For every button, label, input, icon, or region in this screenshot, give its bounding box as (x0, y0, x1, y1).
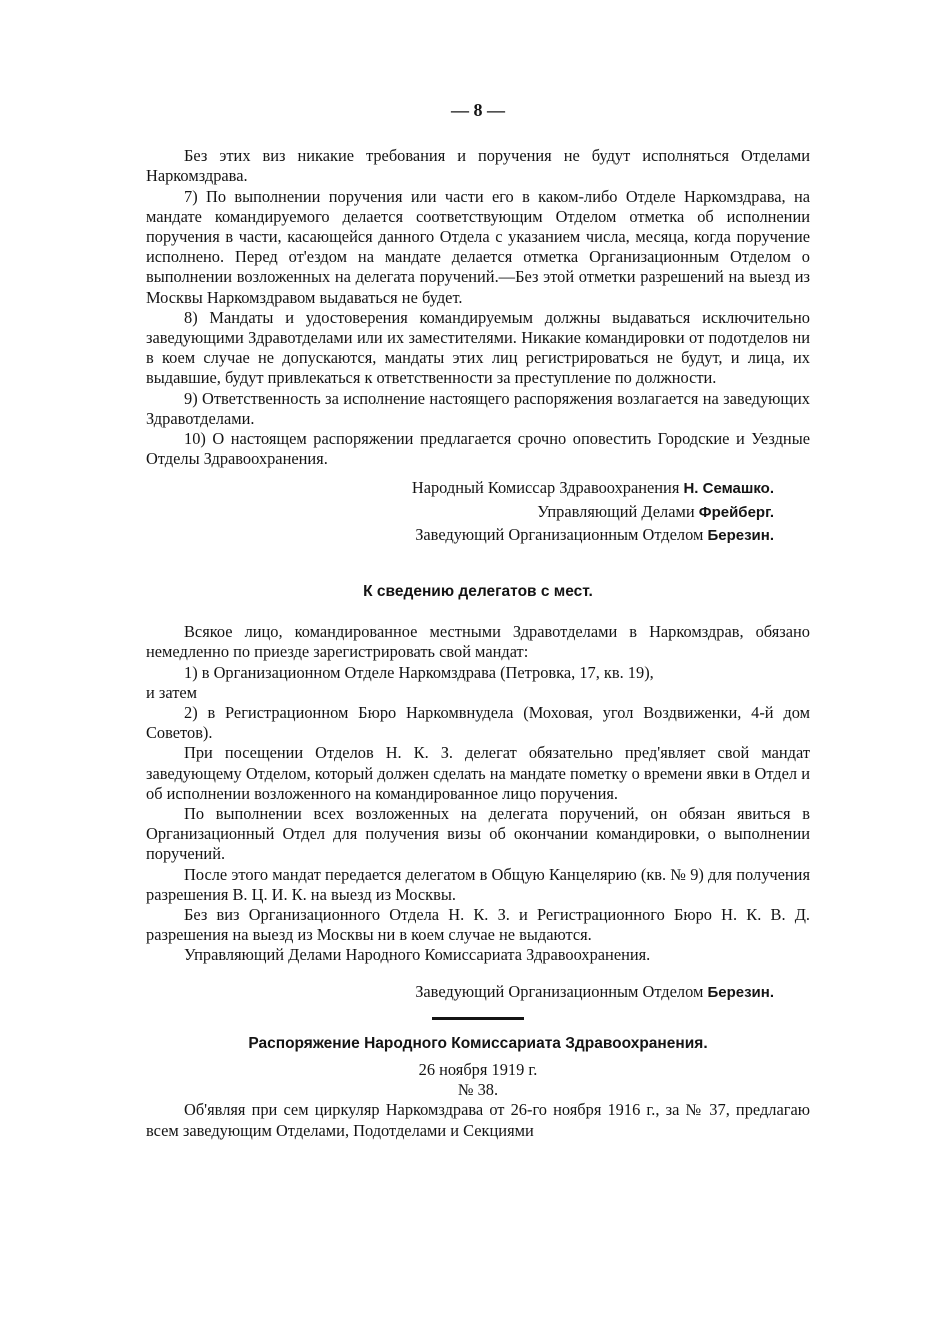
divider (432, 1017, 524, 1020)
signature-line: Заведующий Организационным Отделом Березин. (415, 981, 774, 1001)
paragraph-intro: Без этих виз никакие требования и поручения не будут исполняться Отделами Наркомздрава. (146, 146, 810, 186)
document-page (146, 100, 810, 1141)
order-date: 26 ноября 1919 г. (418, 1060, 538, 1080)
page-number: — 8 — (451, 100, 505, 120)
paragraph-delegates-3: При посещении Отделов Н. К. З. делегат обязательно пред'являет свой мандат заведующему Отделом, который должен сделать на мандате пометку о времени явки в Отдел и об исполнении возложенного на командированное лицо поручения. (146, 743, 810, 803)
paragraph-10: 10) О настоящем распоряжении предлагается срочно оповестить Городские и Уездные Отделы Здравоохранения. (146, 429, 810, 469)
signature-line: Заведующий Организационным Отделом Березин. (415, 525, 774, 545)
paragraph-8: 8) Мандаты и удостоверения командируемым должны выдаваться исключительно заведующими Здравотделами или их заместителями. Никакие командировки от подотделов ни в коем случае не допускаются, мандаты этих лиц регистрироваться не будут, и лица, их выдавшие, будут привлекаться к ответственности за преступление по должности. (146, 307, 810, 388)
section-heading-delegates: К сведению делегатов с мест. (363, 582, 593, 600)
paragraph-delegates-1b: и затем (146, 682, 198, 702)
order-number: № 38. (457, 1080, 499, 1100)
paragraph-order-1: Об'являя при сем циркуляр Наркомздрава от 26-го ноября 1916 г., за № 37, предлагаю всем заведующим Отделами, Подотделами и Секциями (146, 1100, 810, 1140)
signature-line: Управляющий Делами Фрейберг. (537, 501, 774, 521)
paragraph-delegates-5: После этого мандат передается делегатом в Общую Канцелярию (кв. № 9) для получения разрешения В. Ц. И. К. на выезд из Москвы. (146, 864, 810, 904)
paragraph-delegates-4: По выполнении всех возложенных на делегата поручений, он обязан явиться в Организационный Отдел для получения визы об окончании командировки, о выполнении поручений. (146, 803, 810, 864)
paragraph-delegates-1a: 1) в Организационном Отделе Наркомздрава (Петровка, 17, кв. 19), (184, 662, 654, 682)
signature-block (146, 477, 810, 548)
paragraph-delegates-6: Без виз Организационного Отдела Н. К. З. и Регистрационного Бюро Н. К. В. Д. разрешения на выезд из Москвы ни в коем случае не выдаются. (146, 905, 810, 945)
paragraph-delegates-7: Управляющий Делами Народного Комиссариата Здравоохранения. (184, 945, 651, 965)
signature-line: Народный Комиссар Здравоохранения Н. Семашко. (411, 478, 774, 498)
paragraph-delegates-2: 2) в Регистрационном Бюро Наркомвнудела (Моховая, угол Воздвиженки, 4-й дом Советов). (146, 702, 810, 743)
paragraph-9: 9) Ответственность за исполнение настоящего распоряжения возлагается на заведующих Здравотделами. (146, 388, 810, 428)
paragraph-7: 7) По выполнении поручения или части его в каком-либо Отделе Наркомздрава, на мандате командируемого делается соответствующим Отделом отметка об исполнении поручения в части, касающейся данного Отдела с указанием числа, месяца, когда поручение исполнено. Перед от'ездом на мандате делается отметка Организационным Отделом о выполнении возложенных на делегата поручений.—Без этой отметки разрешений на выезд из Москвы Наркомздравом выдаваться не будет. (146, 186, 810, 307)
section-heading-order: Распоряжение Народного Комиссариата Здравоохранения. (248, 1034, 708, 1052)
paragraph-delegates-1: Всякое лицо, командированное местными Здравотделами в Наркомздрав, обязано немедленно по приезде зарегистрировать свой мандат: (146, 622, 810, 662)
